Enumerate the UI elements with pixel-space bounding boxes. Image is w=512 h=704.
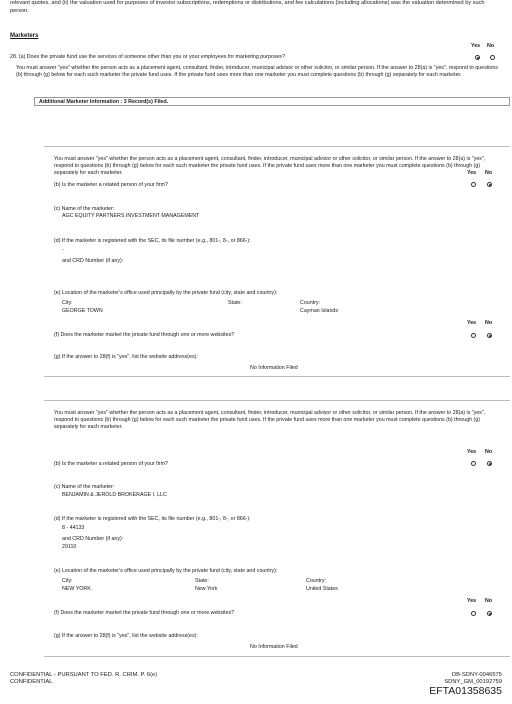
record-1-bottom-divider: [44, 376, 510, 377]
record-2-country-label: Country:: [306, 578, 327, 584]
no-header: No: [487, 43, 495, 49]
q28a-no-radio[interactable]: [490, 55, 495, 60]
record-2-websites-yes-radio[interactable]: [471, 611, 476, 616]
record-1-q-b: (b) Is the marketer a related person of your firm?: [54, 182, 168, 188]
record-1-q-f: (f) Does the marketer market the private fund through one or more websites?: [54, 332, 235, 338]
record-2-related-yes-radio[interactable]: [471, 461, 476, 466]
record-2-note: You must answer "yes" whether the person acts as a placement agent, consultant, finder, introducer, municipal advisor or other solicitor, or similar person. If the answer to 28(a) is "yes", respond to questions (b) through (g) below for each such marketer the private fund uses. If the private fund uses more than one marketer you must complete questions (b) through (g) separately for each marketer.: [54, 410, 486, 430]
record-2-no-header-f: No: [485, 598, 493, 604]
record-2-city: NEW YORK: [62, 586, 91, 592]
record-2-q-b: (b) Is the marketer a related person of your firm?: [54, 461, 168, 467]
efta-number: EFTA01358635: [429, 685, 502, 698]
intro-text: relevant quotes, and (ii) the valuation used for purposes of investor subscriptions, redemptions or distributions, and fee calculations (including allocations) was the valuation determined by such person.: [10, 0, 485, 14]
record-1-no-header-f: No: [485, 320, 493, 326]
question-28a-note: You must answer "yes" whether the person acts as a placement agent, consultant, finder, introducer, municipal advisor or other solicitor, or similar person. If the answer to 28(a) is "yes", respond to questions (b) through (g) below for each such marketer the private fund uses. If the private fund uses more than one marketer you must complete questions (b) through (g) separately for each marketer.: [16, 65, 498, 78]
record-2-q-f: (f) Does the marketer market the private fund through one or more websites?: [54, 610, 235, 616]
bates-number-2: SDNY_GM_00192759: [444, 679, 502, 686]
record-1-country-label: Country:: [300, 300, 321, 306]
record-2-yes-header: Yes: [467, 449, 477, 455]
record-2-yes-header-f: Yes: [467, 598, 477, 604]
bates-footer: [429, 672, 502, 697]
additional-marketer-info: Additional Marketer Information : 3 Record(s) Filed.: [34, 97, 510, 106]
record-1-note: You must answer "yes" whether the person acts as a placement agent, consultant, finder, introducer, municipal advisor or other solicitor, or similar person. If the answer to 28(a) is "yes", respond to questions (b) through (g) below for each such marketer the private fund uses. If the private fund uses more than one marketer you must complete questions (b) through (g) separately for each marketer.: [54, 156, 486, 176]
question-28a: [10, 54, 285, 61]
record-1-country: Cayman Islands: [300, 308, 338, 314]
record-1-q-d: (d) If the marketer is registered with the SEC, its file number (e.g., 801-, 8-, or 866-):: [54, 238, 251, 244]
record-2-related-no-radio[interactable]: [487, 461, 492, 466]
record-1-divider: [44, 146, 510, 147]
yes-header: Yes: [471, 43, 481, 49]
question-28a-number: 28. (a): [10, 54, 26, 60]
record-2-q-g: (g) If the answer to 28(f) is "yes", list the website address(es):: [54, 633, 198, 639]
record-1-crd-label: and CRD Number (if any):: [62, 258, 124, 264]
record-1-q-e: (e) Location of the marketer's office used principally by the private fund (city, state and country):: [54, 290, 278, 296]
record-2-bottom-divider: [44, 656, 510, 657]
footer-line-1: CONFIDENTIAL - PURSUANT TO FED. R. CRIM. P. 6(e): [10, 672, 158, 678]
record-2-file-number: 8 - 44133: [62, 525, 85, 531]
record-2-divider: [44, 400, 510, 401]
section-title: Marketers: [10, 33, 39, 39]
record-1-state-label: State:: [228, 300, 242, 306]
record-1-websites-yes-radio[interactable]: [471, 333, 476, 338]
record-2-city-label: City:: [62, 578, 73, 584]
record-2-country: United States: [306, 586, 338, 592]
record-2-crd-value: 29110: [62, 544, 77, 550]
record-2-q-e: (e) Location of the marketer's office used principally by the private fund (city, state and country):: [54, 568, 278, 574]
record-2-no-header: No: [485, 449, 493, 455]
record-2-state: New York: [195, 586, 218, 592]
record-1-file-number: -: [62, 247, 64, 253]
record-1-related-no-radio[interactable]: [487, 182, 492, 187]
record-2-q-c: (c) Name of the marketer:: [54, 484, 115, 490]
record-2-q-d: (d) If the marketer is registered with the SEC, its file number (e.g., 801-, 8-, or 866-):: [54, 516, 251, 522]
record-1-websites-no-radio[interactable]: [487, 333, 492, 338]
record-2-crd-label: and CRD Number (if any):: [62, 536, 124, 542]
record-1-marketer-name: AGC EQUITY PARTNERS INVESTMENT MANAGEMENT: [62, 213, 200, 219]
q28a-yes-radio[interactable]: [475, 55, 480, 60]
record-1-q-c: (c) Name of the marketer:: [54, 206, 115, 212]
record-1-no-header: No: [485, 170, 493, 176]
record-2-marketer-name: BENJAMIN & JEROLD BROKERAGE I, LLC: [62, 492, 167, 498]
record-1-website-list: No Information Filed: [250, 365, 298, 371]
bates-number-1: DB-SDNY-0046575: [451, 672, 502, 678]
confidential-footer: [10, 672, 157, 686]
record-1-yes-header: Yes: [467, 170, 477, 176]
record-2-state-label: State:: [195, 578, 209, 584]
record-1-q-g: (g) If the answer to 28(f) is "yes", list the website address(es):: [54, 354, 198, 360]
record-1-city-label: City:: [62, 300, 73, 306]
form-page: [10, 0, 502, 704]
question-28a-text: Does the private fund use the services of someone other than you or your employees for marketing purposes?: [26, 54, 286, 60]
record-1-yes-header-f: Yes: [467, 320, 477, 326]
record-1-related-yes-radio[interactable]: [471, 182, 476, 187]
record-2-website-list: No Information Filed: [250, 644, 298, 650]
record-2-websites-no-radio[interactable]: [487, 611, 492, 616]
record-1-city: GEORGE TOWN: [62, 308, 103, 314]
footer-line-2: CONFIDENTIAL: [10, 679, 53, 686]
